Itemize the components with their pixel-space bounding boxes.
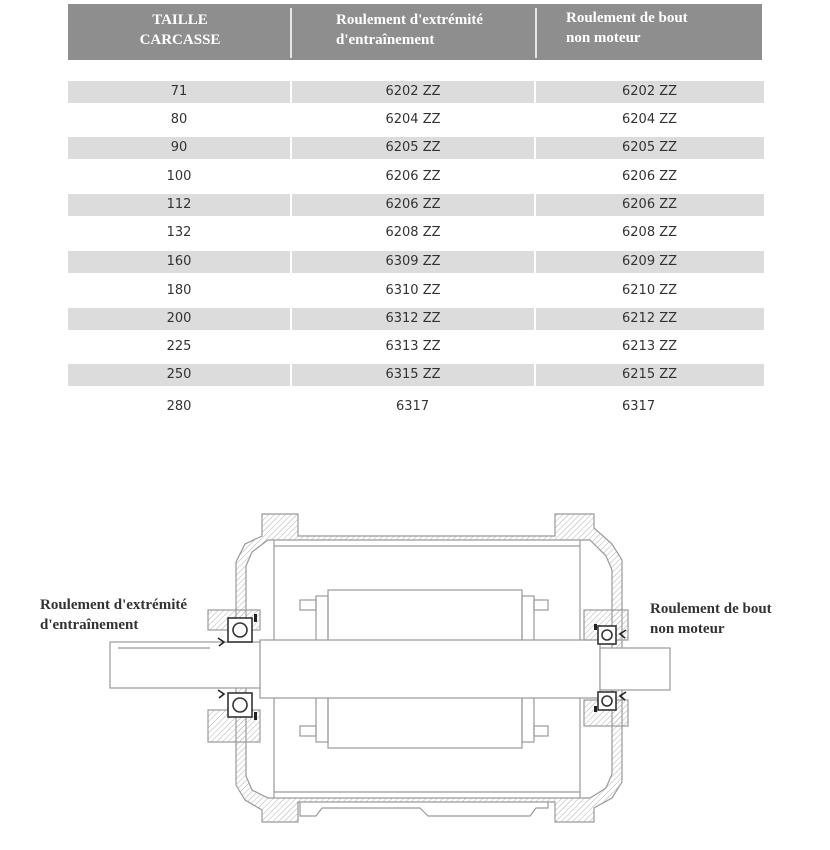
cell-frame-size: 250 [68, 364, 290, 386]
header-drive-end-bearing [336, 10, 483, 50]
cell-drive-end [292, 336, 534, 358]
table-row [68, 81, 764, 103]
non-drive-end-value: 6206 ZZ [622, 169, 678, 184]
cell-drive-end [292, 81, 534, 103]
cell-drive-end [292, 308, 534, 330]
drive-end-value: 6204 ZZ [385, 112, 441, 127]
header-frame-size-line1: TAILLE [152, 12, 208, 28]
table-row [68, 222, 764, 244]
non-drive-end-value: 6317 [622, 399, 656, 414]
cell-non-drive-end [536, 280, 764, 302]
drive-end-value: 6206 ZZ [385, 169, 441, 184]
header-divider [535, 8, 537, 58]
table-row [68, 166, 764, 188]
non-drive-end-value: 6204 ZZ [622, 112, 678, 127]
cell-drive-end [292, 222, 534, 244]
cell-drive-end [292, 396, 534, 418]
non-drive-end-value: 6210 ZZ [622, 283, 678, 298]
cell-frame-size: 132 [166, 225, 192, 240]
non-drive-end-value: 6202 ZZ [622, 84, 678, 99]
table-row [68, 194, 764, 216]
cell-drive-end [292, 364, 534, 386]
drive-end-value: 6315 ZZ [385, 367, 441, 382]
non-drive-label-line2: non moteur [650, 621, 725, 637]
cell-drive-end [292, 194, 534, 216]
non-drive-end-value: 6205 ZZ [622, 140, 678, 155]
shaft-extension-nondrive [600, 648, 670, 690]
drive-end-value: 6202 ZZ [385, 84, 441, 99]
cell-non-drive-end [536, 336, 764, 358]
motor-foot [300, 802, 548, 816]
non-drive-end-value: 6206 ZZ [622, 197, 678, 212]
cell-non-drive-end [536, 109, 764, 131]
motor-cross-section [0, 500, 830, 850]
header-non-drive-line1: Roulement de bout [566, 10, 688, 26]
cell-drive-end [292, 109, 534, 131]
cell-non-drive-end [536, 364, 764, 386]
cell-drive-end [292, 166, 534, 188]
header-non-drive-end-bearing [566, 8, 688, 48]
cell-frame-size: 160 [68, 251, 290, 273]
drive-end-value: 6313 ZZ [385, 339, 441, 354]
cell-frame-size: 100 [166, 169, 192, 184]
header-drive-end-line2: d'entraînement [336, 32, 435, 48]
drive-end-value: 6317 [396, 399, 430, 414]
cell-non-drive-end [536, 222, 764, 244]
drive-end-value: 6309 ZZ [385, 254, 441, 269]
drive-end-value: 6310 ZZ [385, 283, 441, 298]
drive-end-label-line1: Roulement d'extrémité [40, 597, 188, 613]
drive-end-value: 6206 ZZ [385, 197, 441, 212]
cell-frame-size: 280 [166, 399, 192, 414]
header-drive-end-line1: Roulement d'extrémité [336, 12, 484, 28]
non-drive-end-value: 6209 ZZ [622, 254, 678, 269]
non-drive-end-value: 6215 ZZ [622, 367, 678, 382]
cell-frame-size: 180 [166, 283, 192, 298]
cell-non-drive-end [536, 81, 764, 103]
non-drive-end-value: 6213 ZZ [622, 339, 678, 354]
table-row [68, 364, 764, 386]
table-row [68, 396, 764, 418]
drive-end-value: 6208 ZZ [385, 225, 441, 240]
non-drive-end-value: 6208 ZZ [622, 225, 678, 240]
cell-non-drive-end [536, 166, 764, 188]
table-row [68, 109, 764, 131]
cell-drive-end [292, 137, 534, 159]
table-row [68, 280, 764, 302]
header-divider [290, 8, 292, 58]
cell-frame-size: 90 [68, 137, 290, 159]
header-frame-size [68, 10, 292, 50]
header-non-drive-line2: non moteur [566, 30, 641, 46]
cell-frame-size: 225 [166, 339, 192, 354]
drive-end-label-line2: d'entraînement [40, 617, 139, 633]
cell-non-drive-end [536, 137, 764, 159]
cell-frame-size: 200 [68, 308, 290, 330]
non-drive-label-line1: Roulement de bout [650, 601, 772, 617]
cell-non-drive-end [536, 396, 764, 418]
cell-non-drive-end [536, 194, 764, 216]
cell-non-drive-end [536, 308, 764, 330]
table-row [68, 308, 764, 330]
shaft-extension-drive [110, 642, 260, 688]
table-row [68, 137, 764, 159]
cell-drive-end [292, 251, 534, 273]
table-header [68, 4, 762, 60]
cell-frame-size: 112 [68, 194, 290, 216]
motor-bearing-diagram [0, 500, 830, 850]
cell-drive-end [292, 280, 534, 302]
drive-end-value: 6312 ZZ [385, 311, 441, 326]
drive-end-value: 6205 ZZ [385, 140, 441, 155]
header-frame-size-line2: CARCASSE [139, 32, 221, 48]
table-row [68, 336, 764, 358]
shaft [260, 640, 600, 698]
cell-non-drive-end [536, 251, 764, 273]
table-row [68, 251, 764, 273]
cell-frame-size: 80 [170, 112, 188, 127]
non-drive-end-value: 6212 ZZ [622, 311, 678, 326]
cell-frame-size: 71 [68, 81, 290, 103]
